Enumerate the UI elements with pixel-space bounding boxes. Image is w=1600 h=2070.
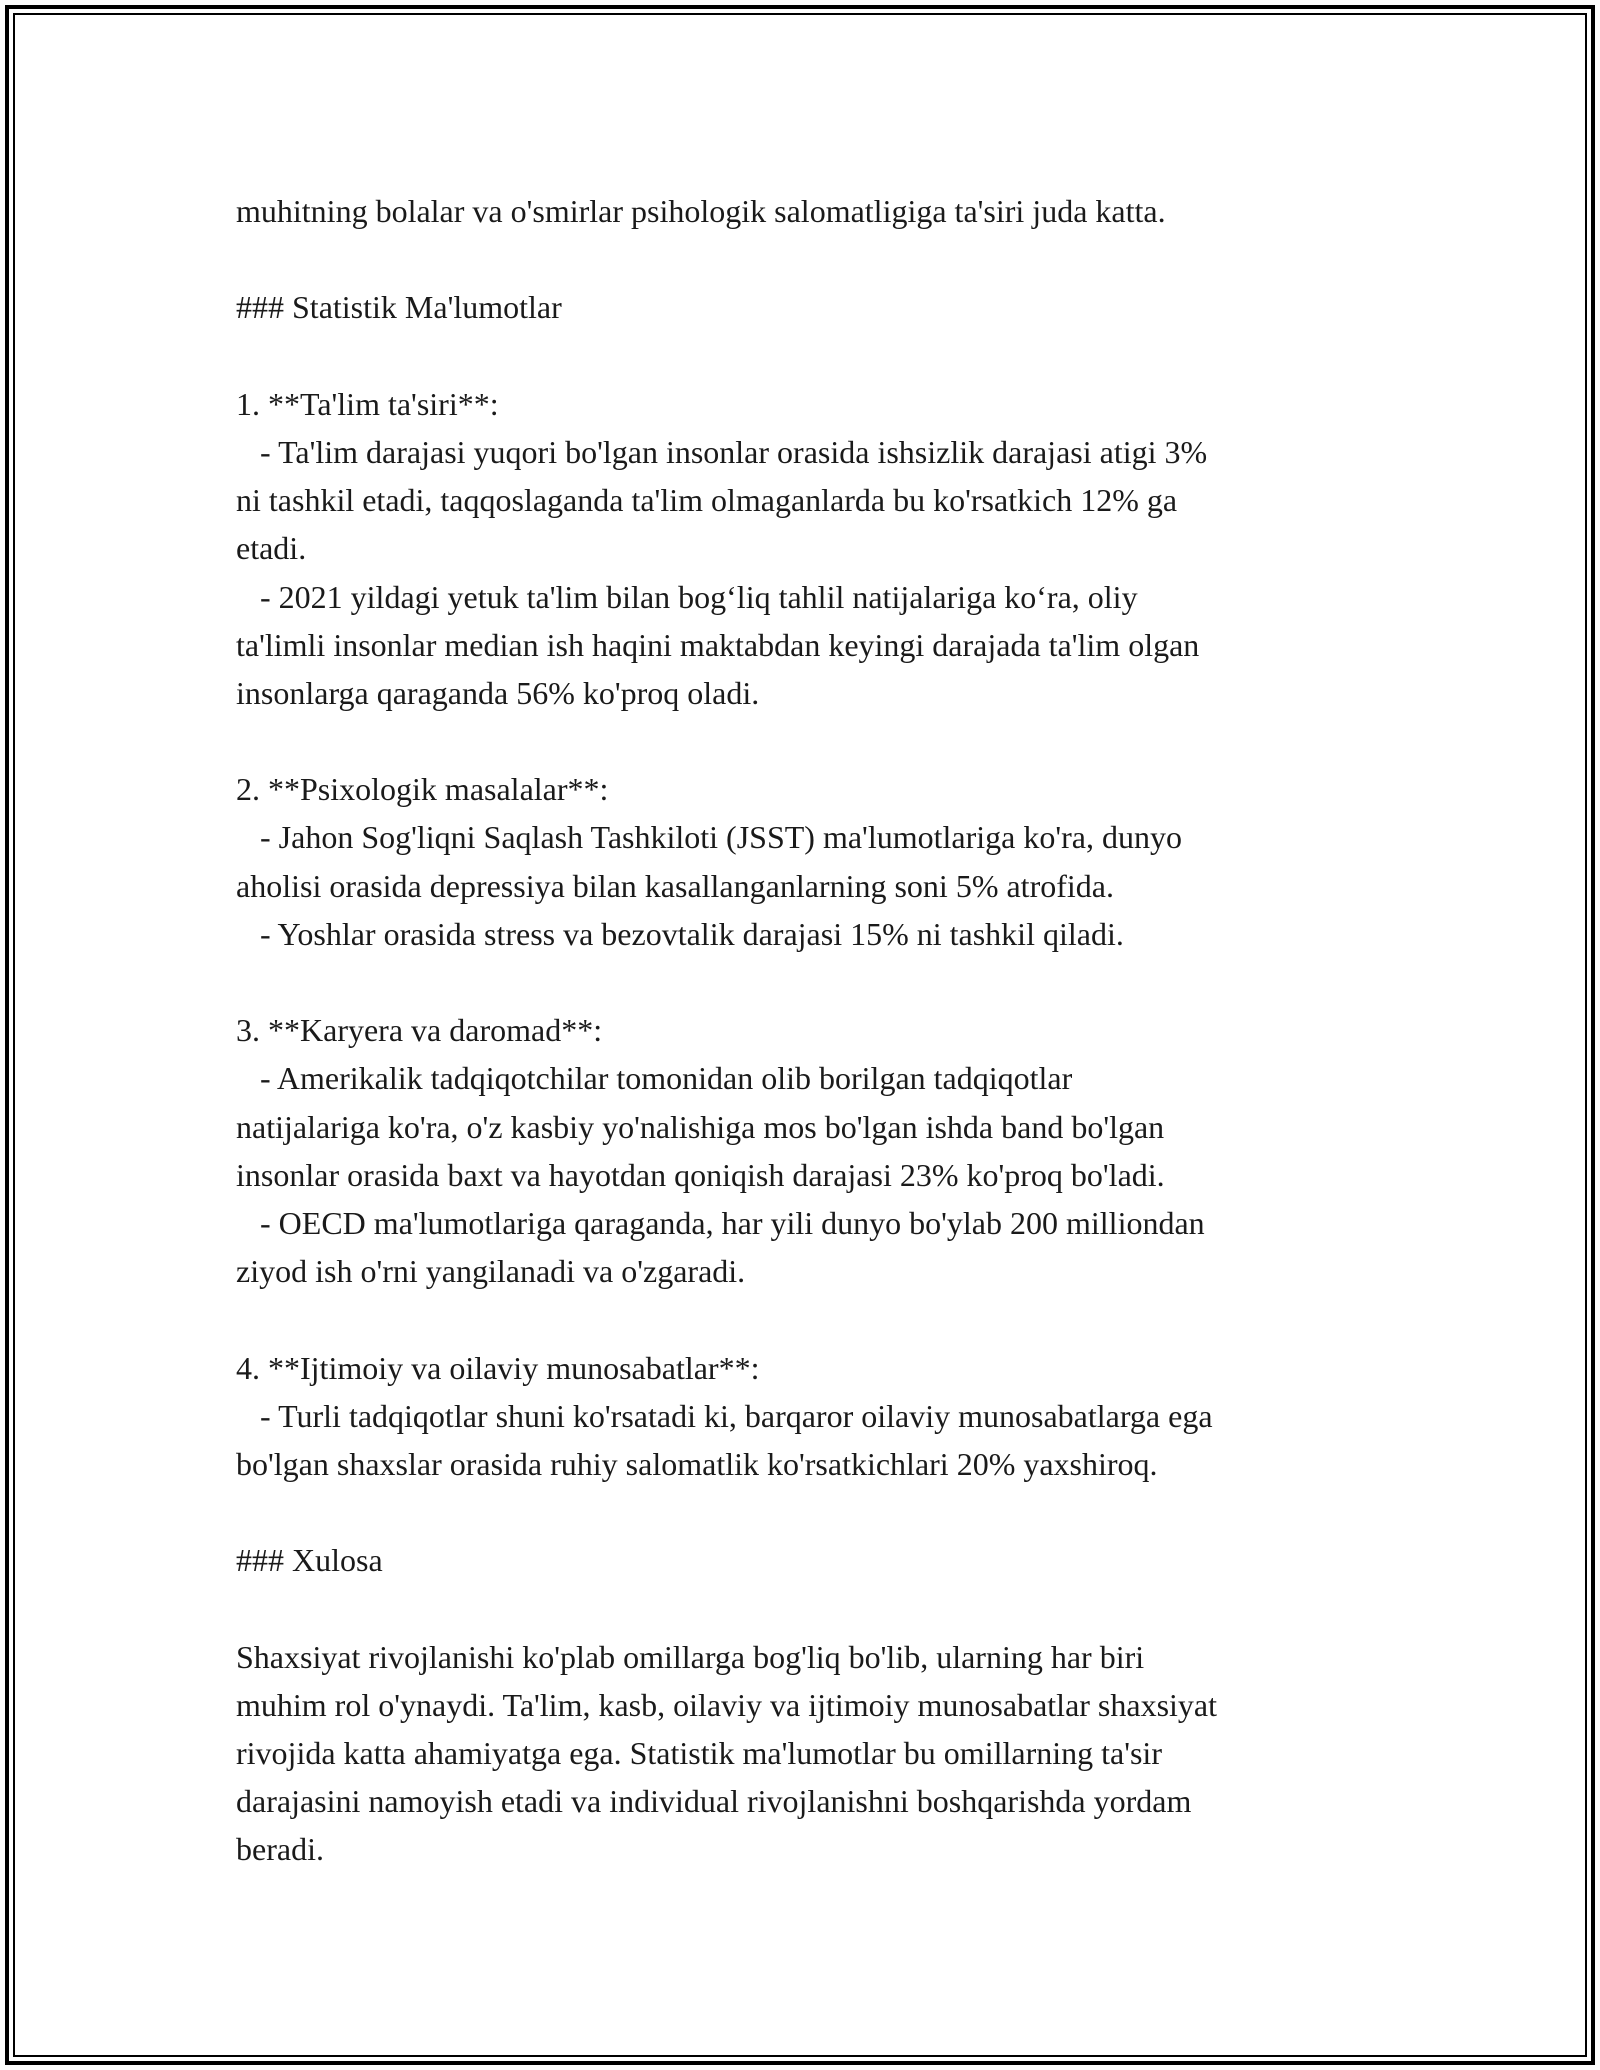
bullet-line: - Amerikalik tadqiqotchilar tomonidan olib borilgan tadqiqotlar — [236, 1060, 1073, 1097]
blank-line — [236, 1295, 1386, 1343]
numbered-item-heading: 4. **Ijtimoiy va oilaviy munosabatlar**: — [236, 1349, 760, 1386]
bullet-line: - OECD ma'lumotlariga qaraganda, har yili dunyo bo'ylab 200 milliondan — [236, 1204, 1205, 1241]
bullet-line: - Jahon Sog'liqni Saqlash Tashkiloti (JSST) ma'lumotlariga ko'ra, dunyo — [236, 819, 1182, 856]
text-line: muhitning bolalar va o'smirlar psihologik salomatligiga ta'siri juda katta. — [236, 193, 1166, 229]
blank-line — [236, 235, 1386, 283]
text-line: ni tashkil etadi, taqqoslaganda ta'lim olmaganlarda bu ko'rsatkich 12% ga — [236, 482, 1178, 519]
text-line: Shaxsiyat rivojlanishi ko'plab omillarga bog'liq bo'lib, ularning har biri — [236, 1638, 1145, 1675]
bullet-line: - Ta'lim darajasi yuqori bo'lgan insonlar orasida ishsizlik darajasi atigi 3% — [236, 433, 1208, 470]
numbered-item-heading: 3. **Karyera va daromad**: — [236, 1012, 603, 1049]
section-heading: ### Xulosa — [236, 1542, 383, 1579]
text-line: bo'lgan shaxslar orasida ruhiy salomatlik ko'rsatkichlari 20% yaxshiroq. — [236, 1445, 1158, 1482]
text-line: insonlar orasida baxt va hayotdan qoniqish darajasi 23% ko'proq bo'ladi. — [236, 1156, 1165, 1193]
text-line: aholisi orasida depressiya bilan kasallanganlarning soni 5% atrofida. — [236, 867, 1114, 904]
text-line: ziyod ish o'rni yangilanadi va o'zgaradi. — [236, 1253, 746, 1290]
blank-line — [236, 717, 1386, 765]
text-line: natijalariga ko'ra, o'z kasbiy yo'nalishiga mos bo'lgan ishda band bo'lgan — [236, 1108, 1165, 1145]
numbered-item-heading: 2. **Psixologik masalalar**: — [236, 771, 609, 808]
text-line: rivojida katta ahamiyatga ega. Statistik ma'lumotlar bu omillarning ta'sir — [236, 1735, 1162, 1771]
text-line: insonlarga qaraganda 56% ko'proq oladi. — [236, 674, 760, 711]
blank-line — [236, 332, 1386, 380]
text-line: etadi. — [236, 530, 307, 567]
bullet-line: - Yoshlar orasida stress va bezovtalik darajasi 15% ni tashkil qiladi. — [236, 915, 1124, 952]
text-line: muhim rol o'ynaydi. Ta'lim, kasb, oilaviy va ijtimoiy munosabatlar shaxsiyat — [236, 1686, 1218, 1723]
bullet-line: - 2021 yildagi yetuk ta'lim bilan bog‘liq tahlil natijalariga ko‘ra, oliy — [236, 578, 1138, 615]
section-heading: ### Statistik Ma'lumotlar — [236, 289, 562, 326]
blank-line — [236, 1584, 1386, 1632]
text-line: ta'limli insonlar median ish haqini maktabdan keyingi darajada ta'lim olgan — [236, 626, 1200, 663]
text-line: darajasini namoyish etadi va individual rivojlanishni boshqarishda yordam — [236, 1783, 1192, 1820]
bullet-line: - Turli tadqiqotlar shuni ko'rsatadi ki, barqaror oilaviy munosabatlarga ega — [236, 1397, 1213, 1434]
text-line: beradi. — [236, 1831, 324, 1868]
blank-line — [236, 1488, 1386, 1536]
document-body — [236, 187, 1386, 1874]
numbered-item-heading: 1. **Ta'lim ta'siri**: — [236, 385, 499, 422]
blank-line — [236, 958, 1386, 1006]
